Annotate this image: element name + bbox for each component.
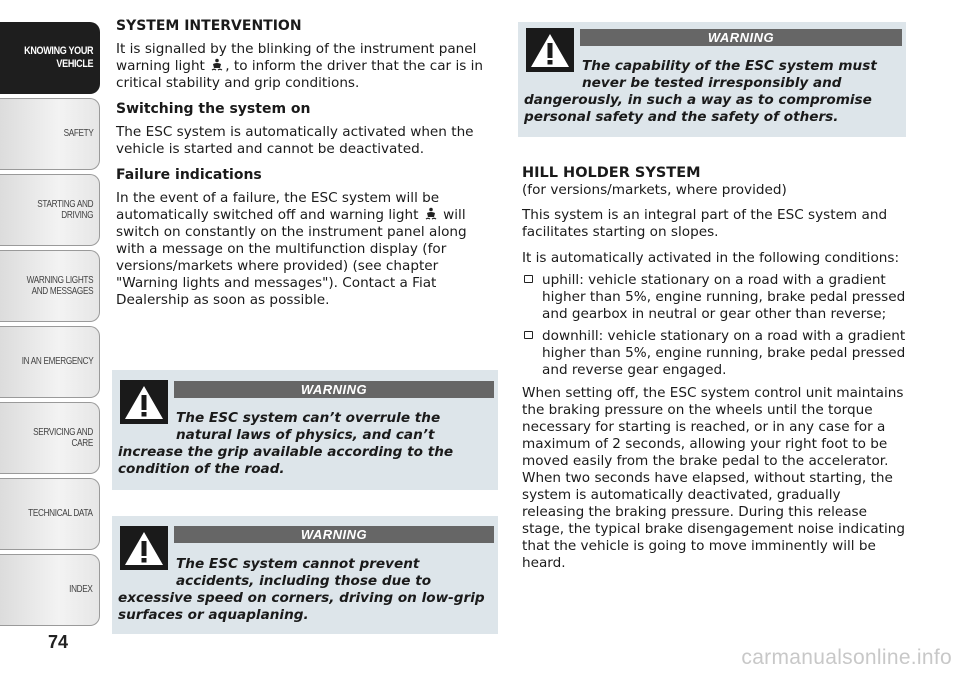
warning-box-testing (518, 22, 906, 137)
list-item (522, 272, 906, 323)
bullet-square-icon (524, 275, 533, 283)
warning-text (118, 556, 494, 624)
bullet-square-icon (524, 331, 533, 339)
tab-index[interactable] (0, 554, 100, 626)
esc-warning-light-icon (425, 207, 437, 221)
paragraph-failure (116, 190, 496, 309)
tab-in-an-emergency[interactable] (0, 326, 100, 398)
tab-label: SERVICING AND CARE (33, 426, 93, 449)
warning-line: The ESC system cannot prevent (176, 556, 420, 572)
warning-line: natural laws of physics, and can’t (176, 427, 435, 443)
tab-label: IN AN EMERGENCY (21, 356, 93, 368)
warning-line: The ESC system can’t overrule the (176, 410, 441, 426)
page-number: 74 (48, 632, 69, 652)
tab-knowing-your-vehicle[interactable] (0, 22, 100, 94)
tab-label: WARNING LIGHTS AND MESSAGES (26, 274, 93, 297)
section-heading-system-intervention: SYSTEM INTERVENTION (116, 18, 302, 34)
section-subtitle: (for versions/markets, where provided) (522, 182, 787, 198)
warning-title-bar: WARNING (580, 29, 902, 46)
warning-text (118, 410, 494, 478)
warning-title-bar: WARNING (174, 526, 494, 543)
warning-line: increase the grip available according to the condition of the road. (118, 444, 454, 477)
chapter-sidebar (0, 22, 100, 630)
warning-box-physics (112, 370, 498, 490)
tab-safety[interactable] (0, 98, 100, 170)
warning-line: The capability of the ESC system must (582, 58, 877, 74)
paragraph-switching-on: The ESC system is automatically activated when the vehicle is started and cannot be deactivated. (116, 124, 474, 157)
watermark: carmanualsonline.info (741, 646, 952, 669)
left-column (116, 18, 496, 318)
text-segment: It is signalled by the blinking of the instrument panel warning light (116, 41, 477, 74)
warning-line: never be tested irresponsibly and (582, 75, 842, 91)
tab-label: STARTING AND DRIVING (37, 198, 93, 221)
paragraph-hill-holder-intro: This system is an integral part of the ESC system and facilitates starting on slopes. (522, 207, 888, 240)
section-heading-failure: Failure indications (116, 167, 262, 183)
conditions-list (522, 272, 906, 379)
warning-line: dangerously, in such a way as to compromise personal safety and the safety of others. (524, 92, 872, 125)
tab-label: INDEX (69, 584, 93, 596)
tab-label: TECHNICAL DATA (28, 508, 93, 520)
text-segment: , to inform the driver that the car is in critical stability and grip conditions. (116, 58, 484, 91)
warning-line: excessive speed on corners, driving on low-grip surfaces or aquaplaning. (118, 590, 485, 623)
list-item-text: uphill: vehicle stationary on a road with a gradient higher than 5%, engine running, brake pedal pressed and gearbox in neutral or gear other than reverse; (542, 272, 906, 322)
esc-warning-light-icon (211, 58, 223, 72)
tab-warning-lights[interactable] (0, 250, 100, 322)
list-item (522, 328, 906, 379)
text-segment: will switch on constantly on the instrument panel along with a message on the multifunction display (for versions/markets where provided) (see chapter "Warning lights and messages"). Contact a Fiat Dealership as soon as possible. (116, 207, 467, 308)
text-segment: In the event of a failure, the ESC system will be automatically switched off and warning light (116, 190, 440, 223)
paragraph-setting-off: When setting off, the ESC system control unit maintains the braking pressure on the wheels until the torque necessary for starting is reached, or in any case for a maximum of 2 seconds, allowing your right foot to be moved easily from the brake pedal to the accelerator. When two seconds have elapsed, without starting, the system is automatically deactivated, gradually releasing the braking pressure. During this release stage, the typical brake disengagement noise indicating that the vehicle is going to move imminently will be heard. (522, 385, 906, 571)
warning-line: accidents, including those due to (176, 573, 432, 589)
tab-label: KNOWING YOUR VEHICLE (23, 45, 93, 70)
tab-technical-data[interactable] (0, 478, 100, 550)
warning-text (524, 58, 904, 126)
tab-label: SAFETY (63, 128, 93, 140)
list-item-text: downhill: vehicle stationary on a road with a gradient higher than 5%, engine running, brake pedal pressed and reverse gear engaged. (542, 328, 906, 378)
paragraph-intervention (116, 41, 496, 92)
paragraph-activation-conditions: It is automatically activated in the following conditions: (522, 250, 900, 266)
tab-starting-and-driving[interactable] (0, 174, 100, 246)
section-heading-switching-on: Switching the system on (116, 101, 311, 117)
tab-servicing-and-care[interactable] (0, 402, 100, 474)
section-heading-hill-holder: HILL HOLDER SYSTEM (522, 165, 701, 181)
warning-box-accidents (112, 516, 498, 634)
right-column (522, 165, 906, 581)
warning-title-bar: WARNING (174, 381, 494, 398)
